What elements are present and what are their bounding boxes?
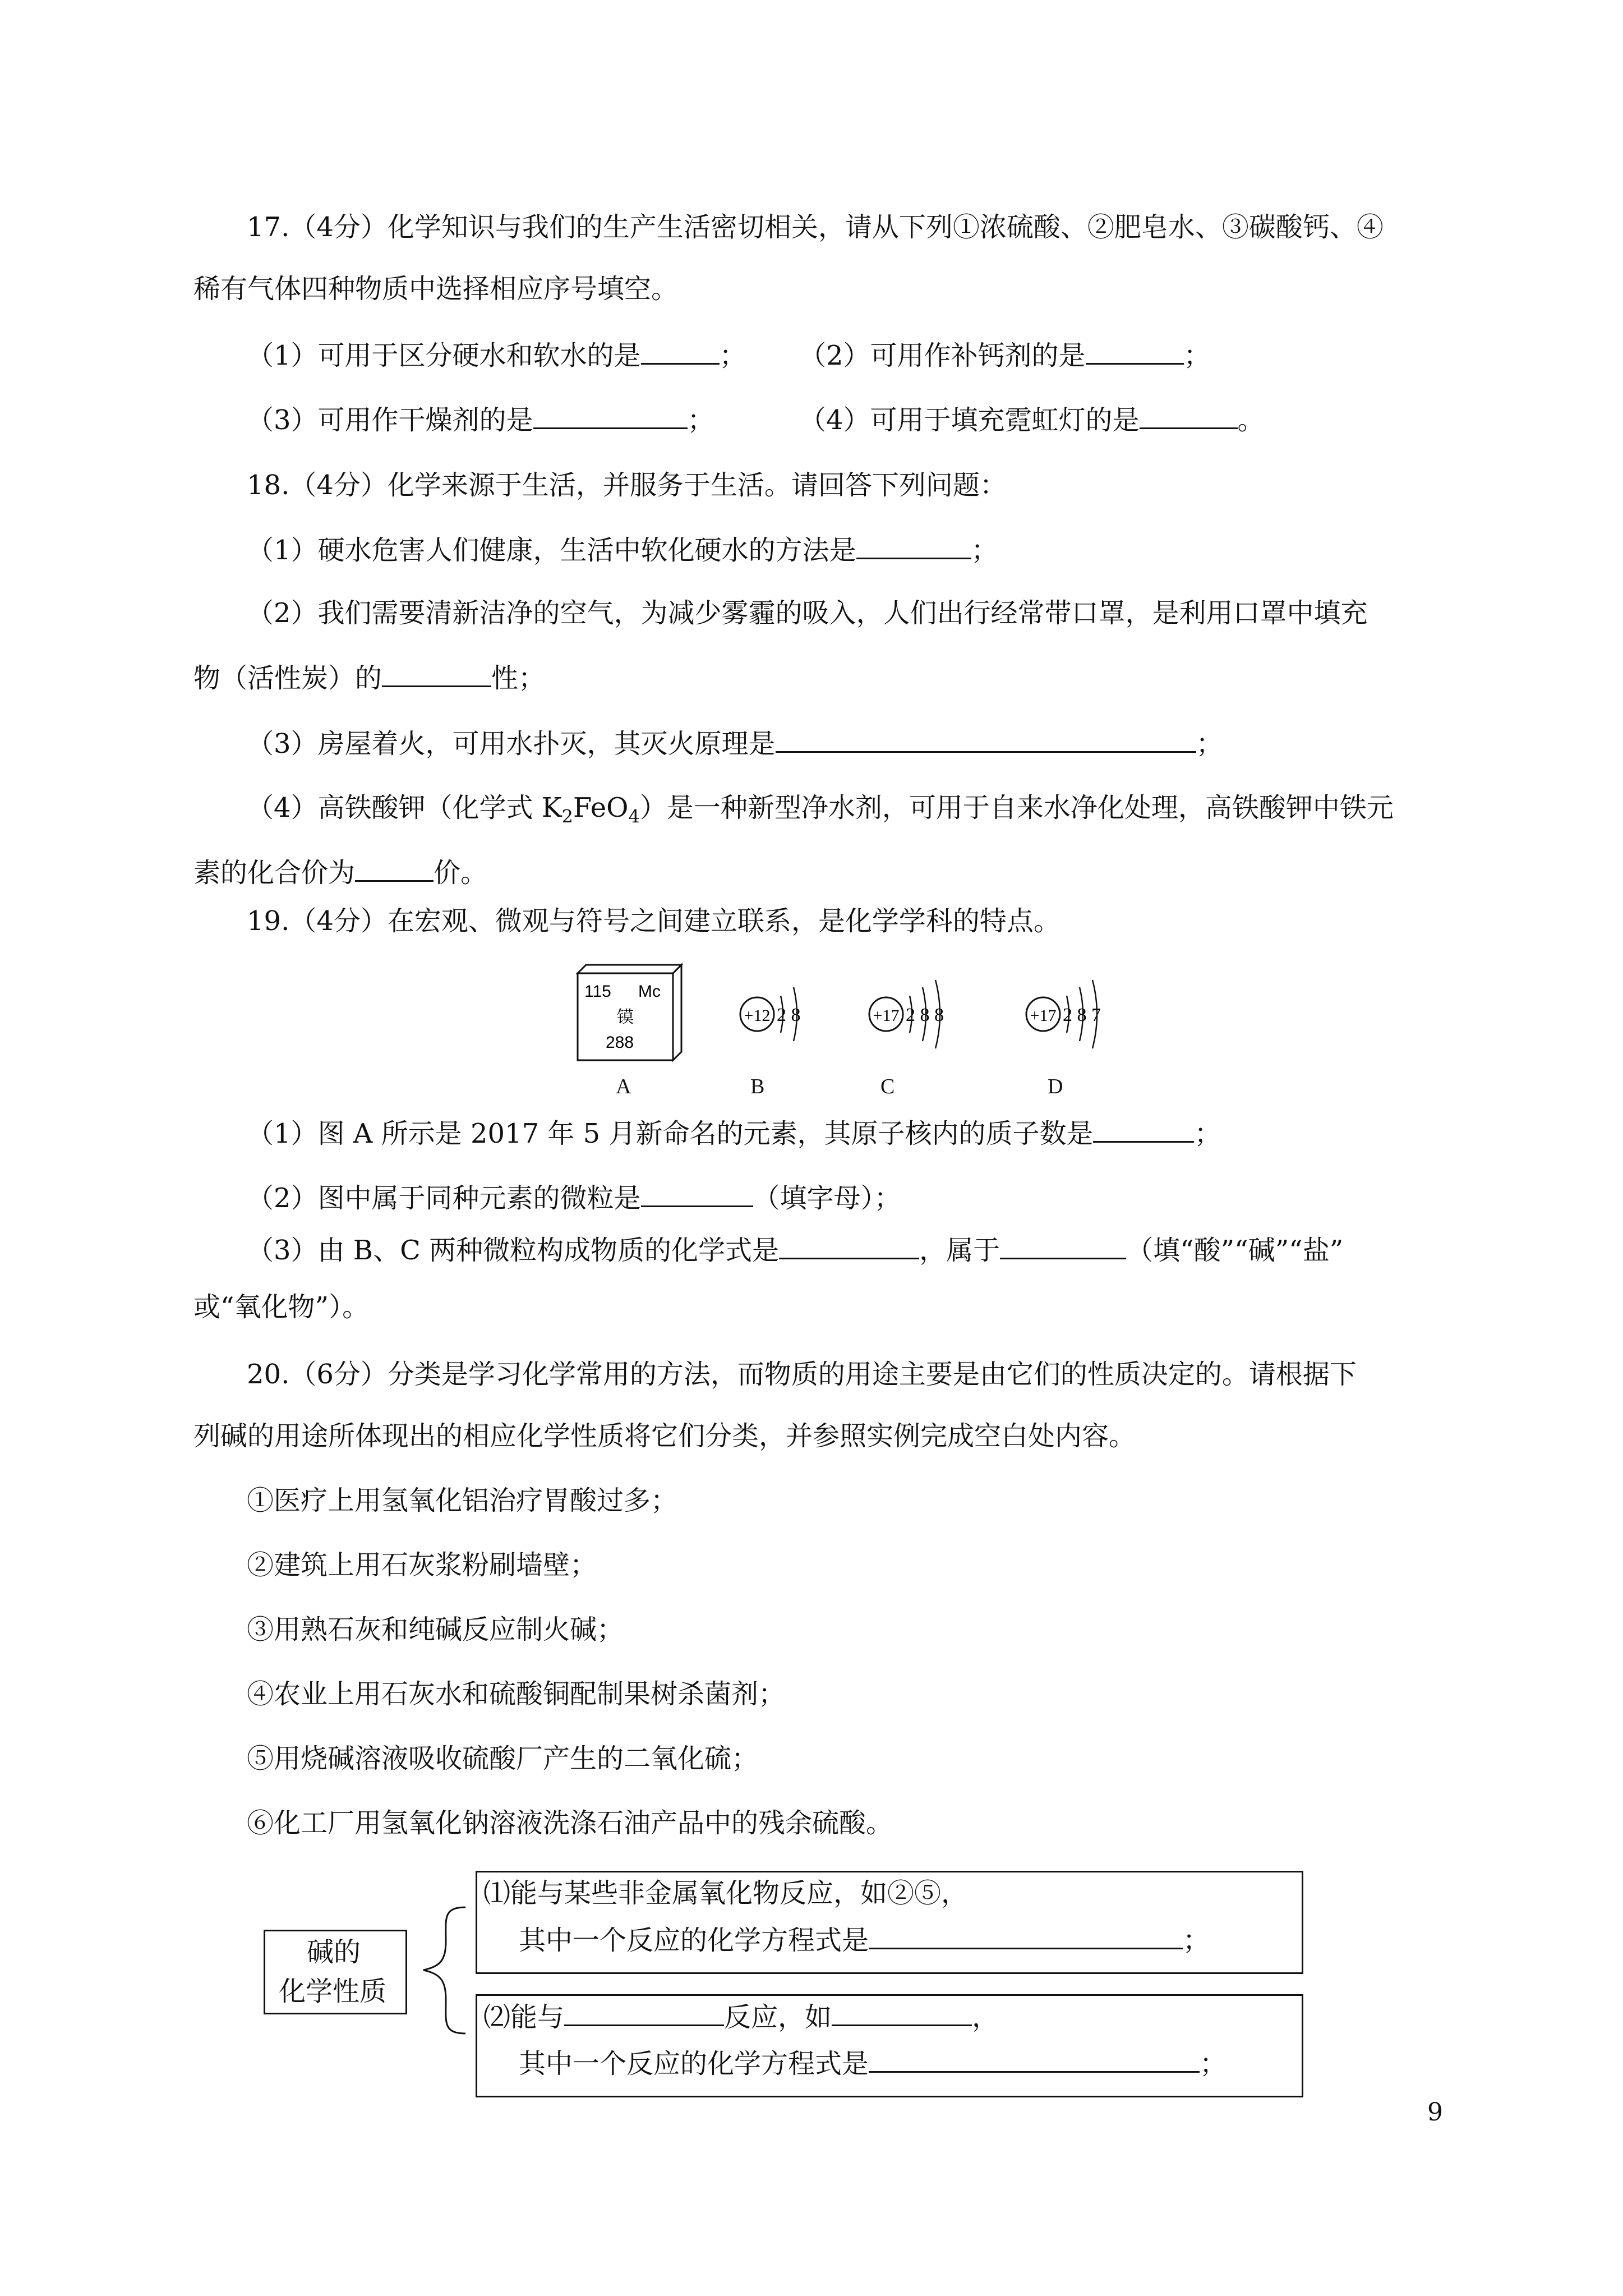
q18-part4-sub1: 2 xyxy=(561,806,574,827)
ion-b-shells: 2 8 xyxy=(777,1005,801,1025)
q20-item-4: ④农业上用石灰水和硫酸铜配制果树杀菌剂； xyxy=(247,1678,786,1710)
element-symbol: Mc xyxy=(638,982,661,1001)
property-2-text-b: 反应，如 xyxy=(724,2001,832,2033)
q18-part4-line1 xyxy=(247,791,1394,834)
q19-part3-blank-formula[interactable] xyxy=(779,1233,919,1259)
q20-item-1: ①医疗上用氢氧化铝治疗胃酸过多； xyxy=(247,1485,678,1516)
property-2-end: ； xyxy=(1200,2048,1227,2079)
figure-label-b: B xyxy=(750,1075,765,1098)
q20-item-2: ②建筑上用石灰浆粉刷墙壁； xyxy=(247,1549,597,1581)
q17-stem-line2: 稀有气体四种物质中选择相应序号填空。 xyxy=(193,273,679,305)
q17-part4-blank[interactable] xyxy=(1140,403,1238,429)
property-1-line1: ⑴能与某些非金属氧化物反应，如②⑤， xyxy=(483,1878,969,1909)
q17-part1-blank[interactable] xyxy=(641,338,720,365)
q18-part3-text: （3）房屋着火，可用水扑灭，其灭火原理是 xyxy=(247,728,776,760)
q19-figure xyxy=(572,956,1110,1102)
brace-icon xyxy=(415,1902,471,2047)
q17-part2-blank[interactable] xyxy=(1086,338,1184,365)
q18-part1-blank[interactable] xyxy=(856,533,971,559)
q19-part3-mid: ，属于 xyxy=(919,1235,1000,1266)
q17-part1-end: ； xyxy=(719,340,746,371)
q19-part2-text: （2）图中属于同种元素的微粒是 xyxy=(247,1182,641,1214)
alkali-properties-label-1: 碱的 xyxy=(307,1936,361,1968)
property-1-line2 xyxy=(519,1923,1210,1957)
property-2-line1 xyxy=(483,2000,999,2034)
element-number: 115 xyxy=(584,982,611,1001)
atom-d-shells: 2 8 7 xyxy=(1063,1005,1101,1025)
q19-part3-line2: 或“氧化物”）。 xyxy=(193,1291,370,1323)
ion-c-nucleus: +17 xyxy=(873,1006,900,1025)
page-number: 9 xyxy=(1427,2098,1443,2127)
q18-part4-text-b: FeO xyxy=(573,792,629,823)
q18-part3-blank[interactable] xyxy=(776,726,1196,753)
q19-part2-end: （填字母）； xyxy=(753,1182,901,1214)
ion-diagram-b xyxy=(740,987,801,1041)
q19-part1-blank[interactable] xyxy=(1093,1116,1194,1143)
element-name: 镆 xyxy=(617,1007,634,1027)
q18-part4-text-a: （4）高铁酸钾（化学式 K xyxy=(247,792,562,823)
q20-stem-line1: 20.（6分）分类是学习化学常用的方法，而物质的用途主要是由它们的性质决定的。请根据下 xyxy=(247,1359,1357,1390)
q18-part2-line2 xyxy=(193,661,545,695)
q19-part1 xyxy=(247,1116,1221,1151)
ion-diagram-c xyxy=(869,980,944,1048)
property-2-text-c: ， xyxy=(972,2001,999,2033)
q20-item-6: ⑥化工厂用氢氧化钠溶液洗涤石油产品中的残余硫酸。 xyxy=(247,1807,893,1839)
q18-part1-end: ； xyxy=(971,535,998,566)
q18-part4-text-c: ）是一种新型净水剂，可用于自来水净化处理，高铁酸钾中铁元 xyxy=(639,792,1394,823)
element-mass: 288 xyxy=(606,1033,634,1052)
q17-part1 xyxy=(247,338,746,372)
q19-part3-line1 xyxy=(247,1233,1343,1267)
property-2-text-a: ⑵能与 xyxy=(483,2001,565,2033)
q19-part3-end: （填“酸”“碱”“盐” xyxy=(1126,1235,1344,1266)
q18-part4-text-d: 素的化合价为 xyxy=(193,857,356,889)
q18-part2-end: 性； xyxy=(491,662,546,694)
q18-part4-blank[interactable] xyxy=(355,855,434,882)
q18-part4-sub2: 4 xyxy=(628,806,640,827)
q17-part3-text: （3）可用作干燥剂的是 xyxy=(247,404,533,436)
q18-stem: 18.（4分）化学来源于生活，并服务于生活。请回答下列问题： xyxy=(247,470,1007,501)
q18-part3-end: ； xyxy=(1196,728,1223,760)
q17-part1-text: （1）可用于区分硬水和软水的是 xyxy=(247,340,641,371)
q19-part1-end: ； xyxy=(1194,1118,1221,1149)
property-1-equation-blank[interactable] xyxy=(869,1923,1183,1949)
q17-part4 xyxy=(799,403,1265,437)
q19-part1-text: （1）图 A 所示是 2017 年 5 月新命名的元素，其原子核内的质子数是 xyxy=(247,1118,1094,1149)
q17-part4-text: （4）可用于填充霓虹灯的是 xyxy=(799,404,1140,436)
atom-d-nucleus: +17 xyxy=(1030,1006,1057,1025)
figure-label-d: D xyxy=(1048,1075,1063,1098)
q19-stem: 19.（4分）在宏观、微观与符号之间建立联系，是化学学科的特点。 xyxy=(247,905,1061,937)
property-1-end: ； xyxy=(1183,1925,1210,1956)
q17-part3 xyxy=(247,403,714,437)
q19-part3-text: （3）由 B、C 两种微粒构成物质的化学式是 xyxy=(247,1235,780,1266)
q18-part4-line2 xyxy=(193,855,487,890)
q19-part2-blank[interactable] xyxy=(641,1181,753,1207)
q18-part3 xyxy=(247,726,1223,761)
property-1-line2-text: 其中一个反应的化学方程式是 xyxy=(519,1925,869,1956)
q18-part2-text: 物（活性炭）的 xyxy=(193,662,382,694)
q19-figure-svg xyxy=(572,956,1110,1074)
q17-part2-text: （2）可用作补钙剂的是 xyxy=(799,340,1086,371)
q18-part1-text: （1）硬水危害人们健康，生活中软化硬水的方法是 xyxy=(247,535,856,566)
q18-part1 xyxy=(247,533,998,567)
q18-part2-blank[interactable] xyxy=(382,661,491,687)
figure-label-a: A xyxy=(616,1075,631,1098)
q17-part4-end: 。 xyxy=(1237,404,1265,436)
q17-stem-line1: 17.（4分）化学知识与我们的生产生活密切相关，请从下列①浓硫酸、②肥皂水、③碳酸钙、④ xyxy=(247,211,1384,243)
q17-part3-end: ； xyxy=(687,404,714,436)
q20-stem-line2: 列碱的用途所体现出的相应化学性质将它们分类，并参照实例完成空白处内容。 xyxy=(193,1420,1136,1452)
q20-item-3: ③用熟石灰和纯碱反应制火碱； xyxy=(247,1614,624,1645)
ion-c-shells: 2 8 8 xyxy=(906,1005,944,1025)
atom-diagram-d xyxy=(1026,980,1101,1048)
figure-label-c: C xyxy=(880,1075,895,1098)
property-2-line2 xyxy=(519,2046,1227,2081)
q19-part2 xyxy=(247,1181,901,1215)
element-cell-mc xyxy=(578,965,681,1060)
q17-part2 xyxy=(799,338,1211,372)
q19-part3-blank-category[interactable] xyxy=(1000,1233,1126,1259)
alkali-properties-label-2: 化学性质 xyxy=(279,1976,387,2007)
q18-part4-end: 价。 xyxy=(434,857,488,889)
property-2-equation-blank[interactable] xyxy=(869,2046,1200,2073)
q17-part3-blank[interactable] xyxy=(533,403,688,429)
q18-part2-line1: （2）我们需要清新洁净的空气，为减少雾霾的吸入，人们出行经常带口罩，是利用口罩中填充 xyxy=(247,597,1368,629)
property-2-line2-text: 其中一个反应的化学方程式是 xyxy=(519,2048,869,2079)
property-2-reactant-blank[interactable] xyxy=(564,2000,724,2026)
ion-b-nucleus: +12 xyxy=(744,1006,771,1025)
property-2-example-blank[interactable] xyxy=(832,2000,972,2026)
q20-item-5: ⑤用烧碱溶液吸收硫酸厂产生的二氧化硫； xyxy=(247,1743,759,1774)
q17-part2-end: ； xyxy=(1183,340,1211,371)
